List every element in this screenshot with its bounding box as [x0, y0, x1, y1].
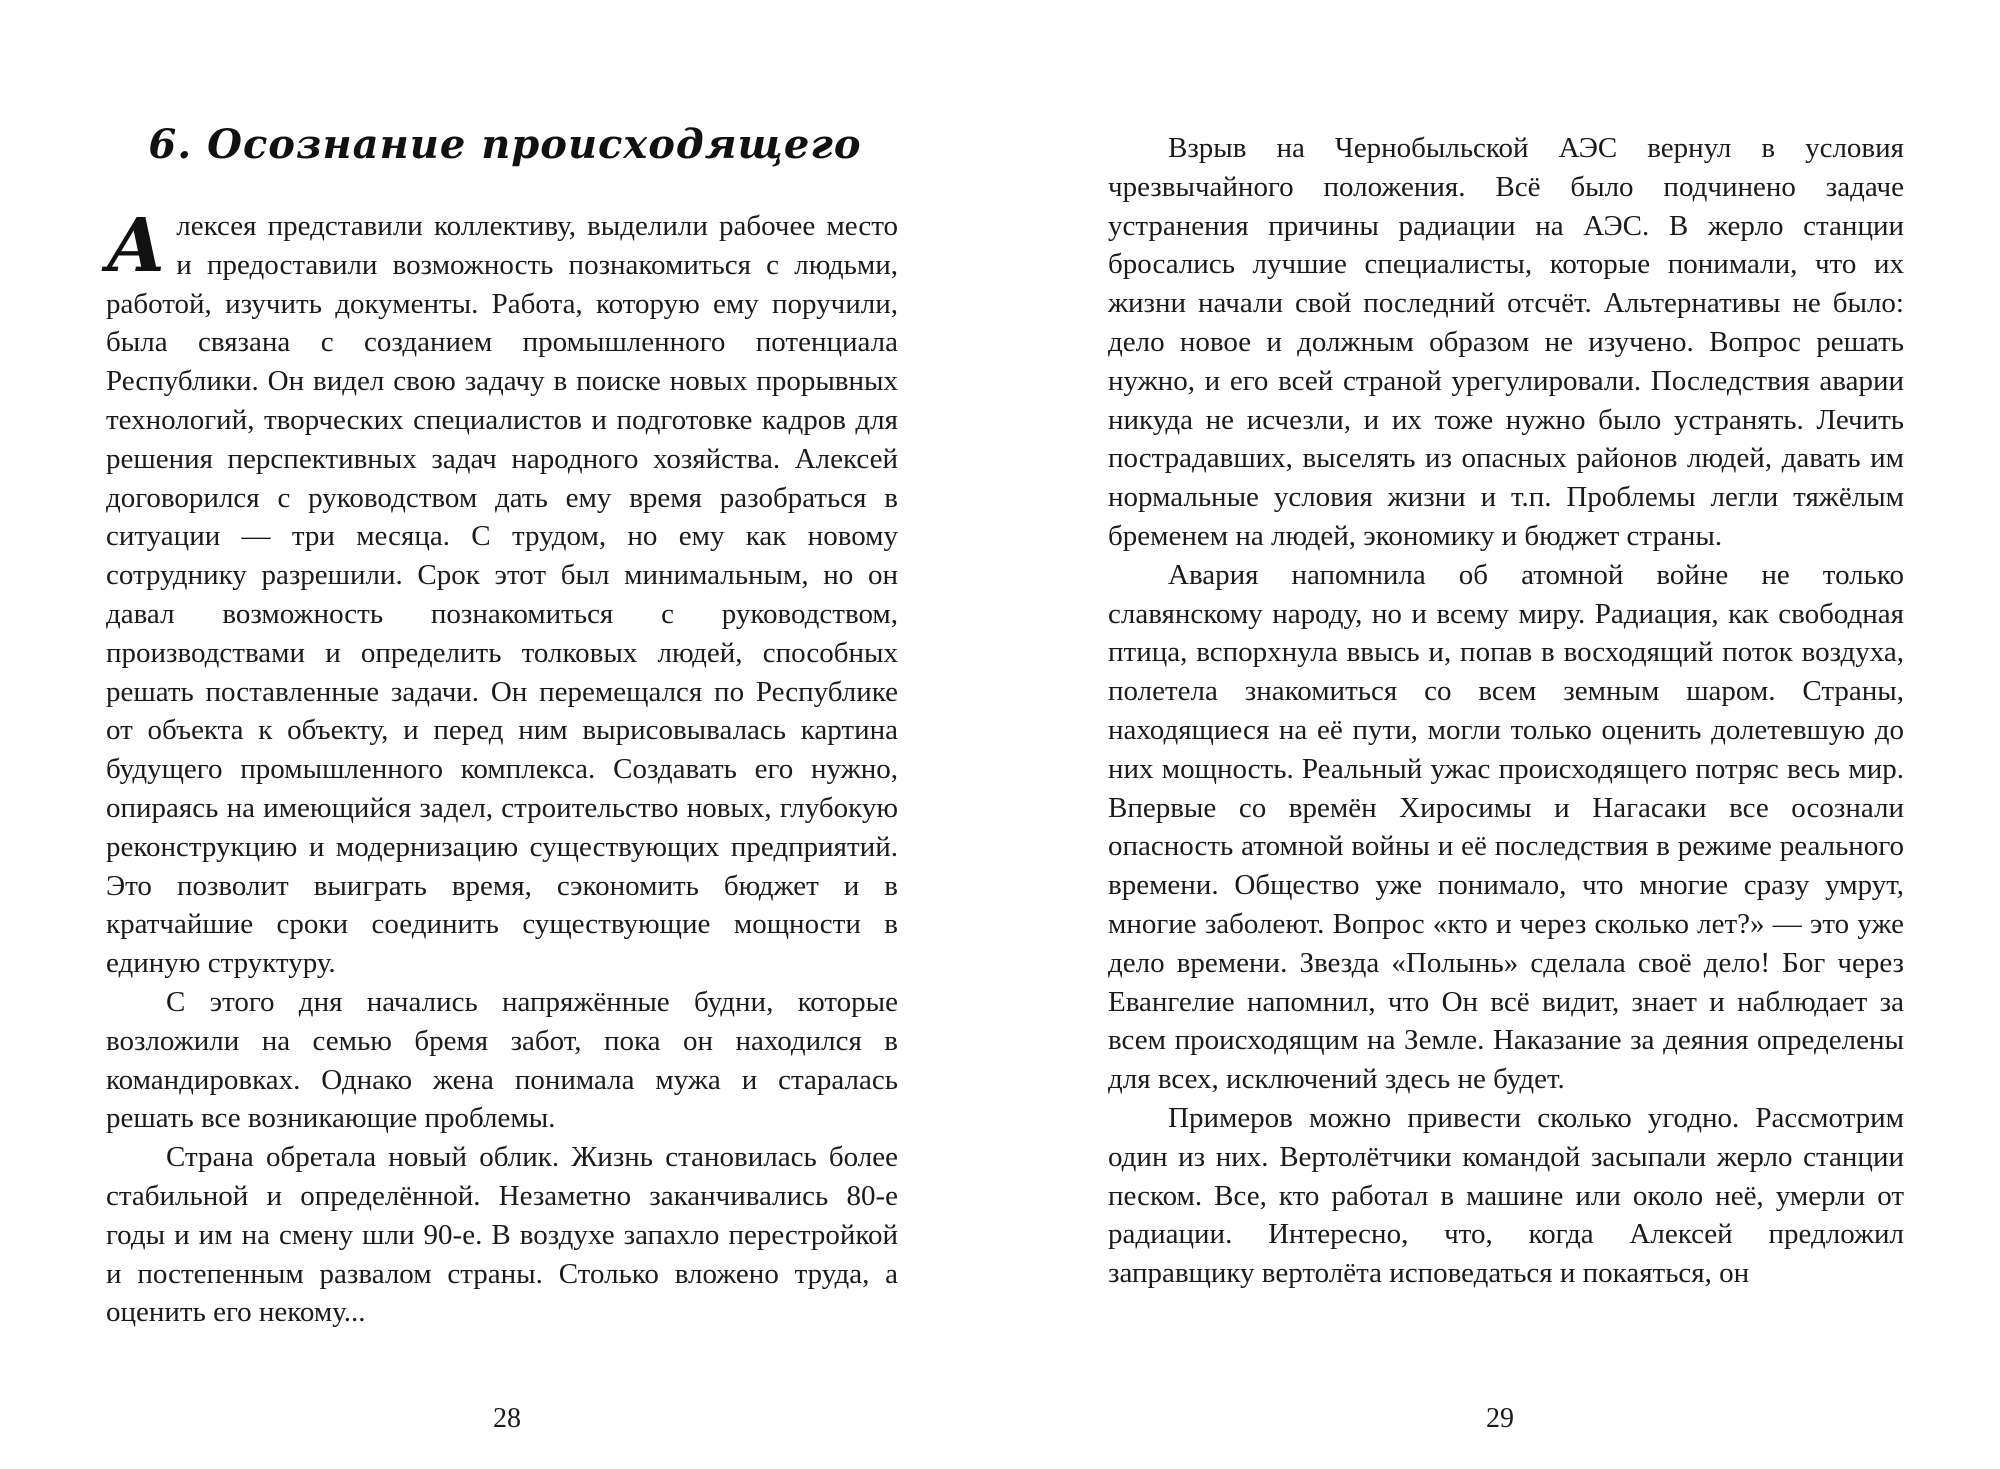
drop-cap: А: [106, 203, 167, 289]
right-page-text: [1108, 129, 1904, 1293]
paragraph-text: лексея представили коллективу, выделили рабочее место и предоставили возможность познакомиться с людьми, работой, изучить документы. Работа, которую ему поручили, была связана с созданием промышленного потенциала Республики. Он видел свою задачу в поиске новых прорывных технологий, творческих специалистов и подготовке кадров для решения перспективных задач народного хозяйства. Алексей договорился с руководством дать ему время разобраться в ситуации — три месяца. С трудом, но ему как новому сотруднику разрешили. Срок этот был минимальным, но он давал возможность познакомиться с руководством, производствами и определить толковых людей, способных решать поставленные задачи. Он перемещался по Республике от объекта к объекту, и перед ним вырисовывалась картина будущего промышленного комплекса. Создавать его нужно, опираясь на имеющийся задел, строительство новых, глубокую реконструкцию и модернизацию существующих предприятий. Это позволит выиграть время, сэкономить бюджет и в кратчайшие сроки соединить существующие мощности в единую структуру.: [106, 210, 898, 980]
right-page: [1000, 0, 2000, 1469]
paragraph: Страна обретала новый облик. Жизнь становилась более стабильной и определённой. Незаметно заканчивались 80-е годы и им на смену шли 90-е. В воздухе запахло перестройкой и постепенным развалом страны. Столько вложено труда, а оценить его некому...: [106, 1141, 898, 1329]
paragraph: [106, 203, 898, 983]
chapter-title: 6. Осознание происходящего: [148, 121, 862, 168]
left-page-text: [106, 203, 898, 1332]
paragraph: Взрыв на Чернобыльской АЭС вернул в условия чрезвычайного положения. Всё было подчинено задаче устранения причины радиации на АЭС. В жерло станции бросались лучшие специалисты, которые понимали, что их жизни начали свой последний отсчёт. Альтернативы не было: дело новое и должным образом не изучено. Вопрос решать нужно, и его всей страной урегулировали. Последствия аварии никуда не исчезли, и их тоже нужно было устранять. Лечить пострадавших, выселять из опасных районов людей, давать им нормальные условия жизни и т.п. Проблемы легли тяжёлым бременем на людей, экономику и бюджет страны.: [1108, 132, 1904, 552]
page-number: 28: [493, 1403, 521, 1434]
paragraph: Авария напомнила об атомной войне не только славянскому народу, но и всему миру. Радиация, как свободная птица, вспорхнула ввысь и, попав в восходящий поток воздуха, полетела знакомиться со всем земным шаром. Страны, находящиеся на её пути, могли только оценить долетевшую до них мощность. Реальный ужас происходящего потряс весь мир. Впервые со времён Хиросимы и Нагасаки все осознали опасность атомной войны и её последствия в режиме реального времени. Общество уже понимало, что многие сразу умрут, многие заболеют. Вопрос «кто и через сколько лет?» — это уже дело времени. Звезда «Полынь» сделала своё дело! Бог через Евангелие напомнил, что Он всё видит, знает и наблюдает за всем происходящим на Земле. Наказание за деяния определены для всех, исключений здесь не будет.: [1108, 558, 1904, 1096]
page-number: 29: [1486, 1403, 1514, 1434]
paragraph: С этого дня начались напряжённые будни, которые возложили на семью бремя забот, пока он находился в командировках. Однако жена понимала мужа и старалась решать все возникающие проблемы.: [106, 985, 898, 1135]
paragraph: Примеров можно привести сколько угодно. Рассмотрим один из них. Вертолётчики командой засыпали жерло станции песком. Все, кто работал в машине или около неё, умерли от радиации. Интересно, что, когда Алексей предложил заправщику вертолёта исповедаться и покаяться, он: [1108, 1101, 1904, 1290]
